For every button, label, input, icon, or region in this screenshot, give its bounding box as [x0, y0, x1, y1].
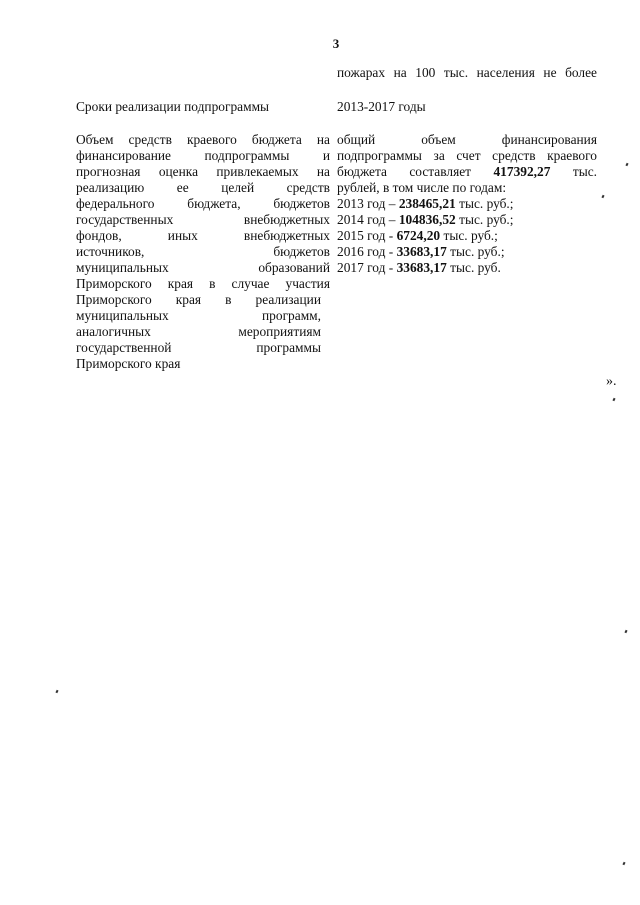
funding-label-line: государственных внебюджетных	[76, 212, 330, 227]
year-row	[337, 212, 597, 228]
year-row	[337, 228, 597, 244]
funding-label-line: финансирование подпрограммы и	[76, 148, 330, 163]
year-row	[337, 260, 597, 276]
year-unit: тыс. руб.;	[450, 244, 505, 259]
funding-label-line: Приморского края в реализации	[76, 292, 321, 307]
scan-speck	[624, 630, 627, 634]
term-value: 2013-2017 годы	[337, 99, 426, 114]
funding-intro-line: общий объем финансирования	[337, 132, 597, 147]
top-continuation-line: пожарах на 100 тыс. населения не более	[337, 65, 597, 80]
funding-label-line: аналогичных мероприятиям	[76, 324, 321, 339]
closing-quote: ».	[606, 374, 617, 389]
funding-label-line: Объем средств краевого бюджета на	[76, 132, 330, 147]
funding-label-line: фондов, иных внебюджетных	[76, 228, 330, 243]
funding-label-line: федерального бюджета, бюджетов	[76, 196, 330, 211]
year-amount: 238465,21	[398, 196, 456, 211]
funding-label-block	[76, 132, 330, 372]
funding-total-line	[337, 164, 597, 180]
year-unit: тыс. руб.;	[459, 212, 514, 227]
year-row	[337, 244, 597, 260]
year-label: 2017 год -	[337, 260, 394, 275]
funding-label-line: Приморского края	[76, 356, 181, 371]
year-amount: 33683,17	[396, 260, 447, 275]
year-amount: 6724,20	[396, 228, 441, 243]
funding-label-line: реализацию ее целей средств	[76, 180, 330, 195]
year-label: 2013 год –	[337, 196, 396, 211]
scan-speck	[601, 195, 604, 199]
funding-label-line: прогнозная оценка привлекаемых на	[76, 164, 330, 179]
year-unit: тыс. руб.	[450, 260, 501, 275]
scan-speck	[625, 163, 628, 167]
funding-label-line: муниципальных программ,	[76, 308, 321, 323]
year-row	[337, 196, 597, 212]
funding-intro-line: подпрограммы за счет средств краевого	[337, 148, 597, 163]
funding-value-block	[337, 132, 597, 276]
total-amount: 417392,27	[493, 164, 551, 179]
page-number: 3	[332, 36, 340, 51]
scan-speck	[612, 398, 615, 402]
scan-speck	[55, 690, 58, 694]
year-amount: 104836,52	[398, 212, 456, 227]
year-unit: тыс. руб.;	[443, 228, 498, 243]
total-prefix: бюджета составляет	[337, 164, 472, 179]
total-suffix: тыс.	[572, 164, 597, 179]
year-label: 2016 год -	[337, 244, 394, 259]
year-label: 2015 год -	[337, 228, 394, 243]
funding-label-line: муниципальных образований	[76, 260, 330, 275]
funding-rub-line: рублей, в том числе по годам:	[337, 180, 507, 195]
scan-speck	[622, 862, 625, 866]
funding-label-line: Приморского края в случае участия	[76, 276, 330, 291]
funding-label-line: государственной программы	[76, 340, 321, 355]
term-label: Сроки реализации подпрограммы	[76, 99, 270, 114]
funding-label-line: источников, бюджетов	[76, 244, 330, 259]
year-label: 2014 год –	[337, 212, 396, 227]
year-unit: тыс. руб.;	[459, 196, 514, 211]
year-amount: 33683,17	[396, 244, 447, 259]
